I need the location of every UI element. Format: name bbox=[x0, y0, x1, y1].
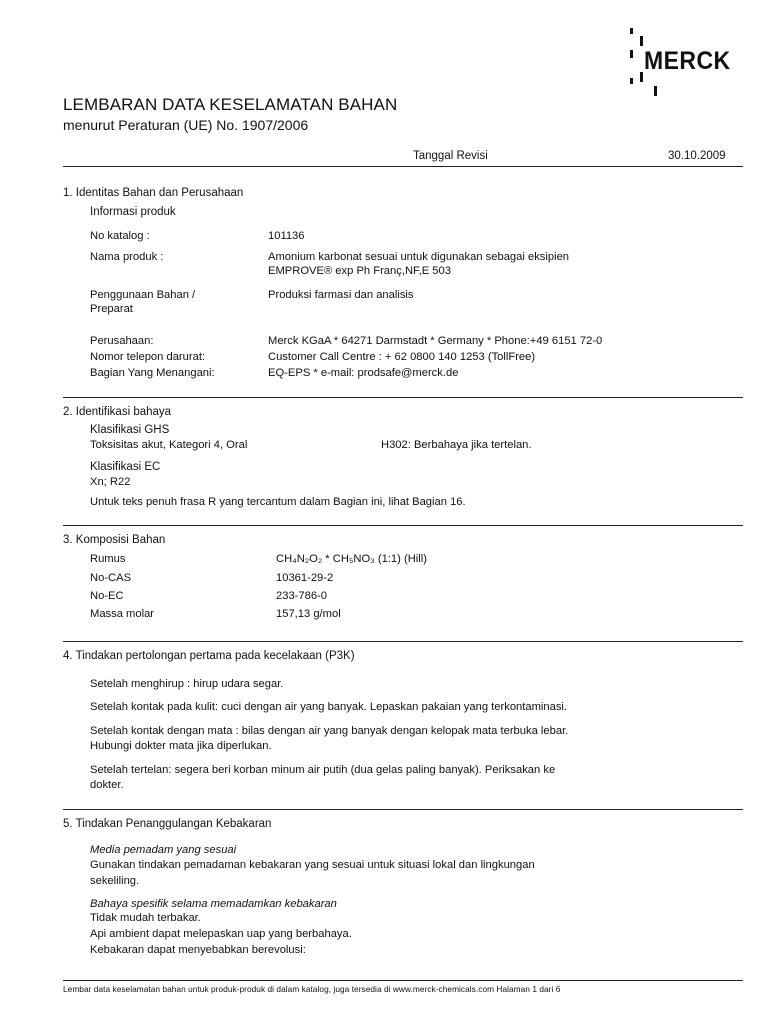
footer-divider bbox=[63, 980, 743, 981]
document-title: LEMBARAN DATA KESELAMATAN BAHAN bbox=[63, 95, 398, 114]
ghs-heading: Klasifikasi GHS bbox=[90, 424, 170, 436]
first-aid-ingestion-line1: Setelah tertelan: segera beri korban minum air putih (dua gelas paling banyak). Periksakan ke bbox=[90, 764, 556, 776]
section-1-subhead: Informasi produk bbox=[90, 206, 176, 218]
ec-heading: Klasifikasi EC bbox=[90, 461, 161, 473]
extinguishing-media-line2: sekeliling. bbox=[90, 875, 140, 887]
formula-value: CH₄N₂O₂ * CH₅NO₃ (1:1) (Hill) bbox=[276, 553, 427, 565]
logo-mark-dot bbox=[630, 50, 633, 58]
logo-mark-dot bbox=[640, 72, 643, 82]
first-aid-inhalation: Setelah menghirup : hirup udara segar. bbox=[90, 678, 284, 690]
logo-mark-dot bbox=[640, 36, 643, 46]
revision-label: Tanggal Revisi bbox=[413, 150, 488, 162]
fire-hazard-line2: Api ambient dapat melepaskan uap yang berbahaya. bbox=[90, 928, 352, 940]
fire-hazard-line1: Tidak mudah terbakar. bbox=[90, 912, 201, 924]
usage-label-line2: Preparat bbox=[90, 303, 133, 315]
company-label: Perusahaan: bbox=[90, 335, 154, 347]
first-aid-eye-line2: Hubungi dokter mata jika diperlukan. bbox=[90, 740, 272, 752]
logo-mark-dot bbox=[654, 86, 657, 96]
molar-mass-label: Massa molar bbox=[90, 608, 155, 620]
emergency-phone-label: Nomor telepon darurat: bbox=[90, 351, 206, 363]
divider bbox=[63, 397, 743, 398]
merck-logo bbox=[626, 28, 736, 98]
first-aid-skin: Setelah kontak pada kulit: cuci dengan air yang banyak. Lepaskan pakaian yang terkontaminasi. bbox=[90, 701, 568, 713]
divider bbox=[63, 809, 743, 810]
revision-date: 30.10.2009 bbox=[668, 150, 726, 162]
catalog-label: No katalog : bbox=[90, 230, 150, 242]
formula-label: Rumus bbox=[90, 553, 126, 565]
department-value: EQ-EPS * e-mail: prodsafe@merck.de bbox=[268, 367, 459, 379]
molar-mass-value: 157,13 g/mol bbox=[276, 608, 341, 620]
extinguishing-media-line1: Gunakan tindakan pemadaman kebakaran yang sesuai untuk situasi lokal dan lingkungan bbox=[90, 859, 535, 871]
product-name-label: Nama produk : bbox=[90, 251, 164, 263]
first-aid-eye-line1: Setelah kontak dengan mata : bilas dengan air yang banyak dengan kelopak mata terbuka lebar. bbox=[90, 725, 569, 737]
product-name-value-line1: Amonium karbonat sesuai untuk digunakan sebagai eksipien bbox=[268, 251, 570, 263]
page-footer: Lembar data keselamatan bahan untuk produk-produk di dalam katalog, juga tersedia di www.merck-chemicals.com Halaman 1 dari 6 bbox=[63, 984, 561, 994]
ec-number-value: 233-786-0 bbox=[276, 590, 328, 602]
fire-hazard-heading: Bahaya spesifik selama memadamkan kebakaran bbox=[90, 898, 337, 910]
divider bbox=[63, 641, 743, 642]
cas-value: 10361-29-2 bbox=[276, 572, 334, 584]
divider bbox=[63, 166, 743, 167]
department-label: Bagian Yang Menangani: bbox=[90, 367, 215, 379]
extinguishing-media-heading: Media pemadam yang sesuai bbox=[90, 844, 237, 856]
product-name-value-line2: EMPROVE® exp Ph Franç,NF,E 503 bbox=[268, 265, 451, 277]
divider bbox=[63, 525, 743, 526]
document-subtitle: menurut Peraturan (UE) No. 1907/2006 bbox=[63, 117, 309, 133]
first-aid-ingestion-line2: dokter. bbox=[90, 779, 124, 791]
fire-hazard-line3: Kebakaran dapat menyebabkan berevolusi: bbox=[90, 944, 306, 956]
section-4-title: 4. Tindakan pertolongan pertama pada kecelakaan (P3K) bbox=[63, 650, 355, 662]
emergency-phone-value: Customer Call Centre : + 62 0800 140 1253 (TollFree) bbox=[268, 351, 536, 363]
section-3-title: 3. Komposisi Bahan bbox=[63, 534, 166, 546]
cas-label: No-CAS bbox=[90, 572, 132, 584]
section-1-title: 1. Identitas Bahan dan Perusahaan bbox=[63, 187, 244, 199]
section-5-title: 5. Tindakan Penanggulangan Kebakaran bbox=[63, 818, 272, 830]
ec-number-label: No-EC bbox=[90, 590, 124, 602]
ec-classification: Xn; R22 bbox=[90, 476, 131, 488]
logo-mark-dot bbox=[630, 28, 633, 34]
ghs-hazard-statement: H302: Berbahaya jika tertelan. bbox=[381, 439, 532, 451]
r-phrase-note: Untuk teks penuh frasa R yang tercantum dalam Bagian ini, lihat Bagian 16. bbox=[90, 496, 466, 508]
logo-mark-dot bbox=[630, 78, 633, 84]
logo-text: MERCK bbox=[644, 47, 731, 75]
usage-value: Produksi farmasi dan analisis bbox=[268, 289, 414, 301]
catalog-value: 101136 bbox=[268, 230, 305, 242]
usage-label-line1: Penggunaan Bahan / bbox=[90, 289, 196, 301]
section-2-title: 2. Identifikasi bahaya bbox=[63, 406, 172, 418]
company-value: Merck KGaA * 64271 Darmstadt * Germany * Phone:+49 6151 72-0 bbox=[268, 335, 603, 347]
ghs-classification: Toksisitas akut, Kategori 4, Oral bbox=[90, 439, 248, 451]
